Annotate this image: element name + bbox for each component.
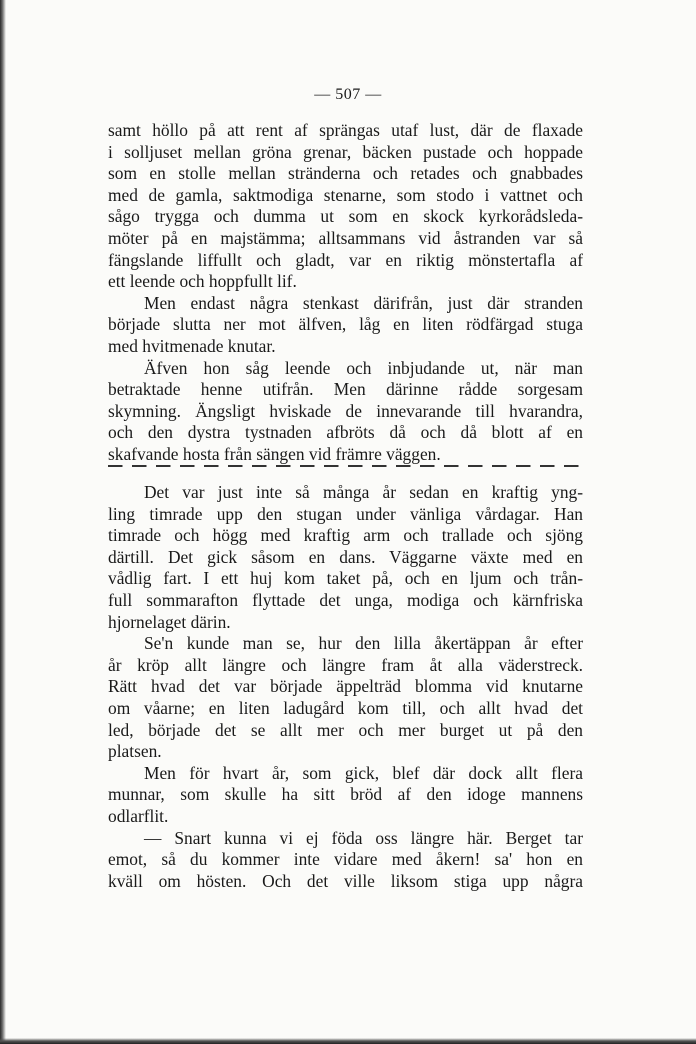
- text-line: betraktade henne utifrån. Men därinne rådde sorgesam: [108, 379, 583, 400]
- text-line: fängslande liffullt och gladt, var en riktig mönstertafla af: [108, 249, 583, 270]
- text-line: full sommarafton flyttade det unga, modiga och kärnfriska: [108, 589, 583, 610]
- text-line: vådlig fart. I ett huj kom taket på, och en ljum och trån-: [108, 568, 583, 589]
- text-line: samt höllo på att rent af sprängas utaf lust, där de flaxade: [108, 120, 583, 140]
- text-line: därtill. Det gick såsom en dans. Väggarne växte med en: [108, 546, 583, 567]
- text-line: sågo trygga och dumma ut som en skock kyrkorådsleda-: [108, 206, 583, 227]
- text-line: år kröp allt längre och längre fram åt alla väderstreck.: [108, 654, 583, 675]
- text-line: platsen.: [108, 741, 162, 762]
- text-line: om våarne; en liten ladugård kom till, och allt hvad det: [108, 697, 583, 718]
- text-line: Rätt hvad det var började äppelträd blomma vid knutarne: [108, 676, 583, 697]
- text-line: skafvande hosta från sängen vid främre väggen.: [108, 443, 441, 464]
- text-line: och den dystra tystnaden afbröts då och då blott af en: [108, 422, 583, 443]
- text-line: började slutta ner mot älfven, låg en liten rödfärgad stuga: [108, 314, 583, 335]
- text-line: emot, så du kommer inte vidare med åkern! sa' hon en: [108, 849, 583, 870]
- text-line: odlarflit.: [108, 805, 169, 826]
- text-line: Men endast några stenkast därifrån, just där stranden: [144, 292, 583, 313]
- page-number: — 507 —: [314, 86, 382, 103]
- text-line: i solljuset mellan gröna grenar, bäcken pustade och hoppade: [108, 141, 583, 162]
- text-line: Det var just inte så många år sedan en kraftig yng-: [144, 482, 583, 502]
- text-line: hjornelaget därin.: [108, 611, 231, 632]
- text-line: Se'n kunde man se, hur den lilla åkertäppan år efter: [144, 633, 583, 654]
- text-line: möter på en majstämma; alltsammans vid åstranden var så: [108, 227, 583, 248]
- text-line: Äfven hon såg leende och inbjudande ut, när man: [144, 357, 583, 378]
- text-line: som en stolle mellan stränderna och retades och gnabbades: [108, 163, 583, 184]
- page-edge-shadow-left: [0, 0, 6, 1044]
- text-line: skymning. Ängsligt hviskade de innevarande till hvarandra,: [108, 400, 583, 421]
- text-line: med hvitmenade knutar.: [108, 335, 276, 356]
- text-line: munnar, som skulle ha sitt bröd af den idoge mannens: [108, 784, 583, 805]
- text-line: ett leende och hoppfullt lif.: [108, 271, 297, 292]
- page-edge-shadow-bottom: [0, 1038, 696, 1044]
- text-line: med de gamla, saktmodiga stenarne, som stodo i vattnet och: [108, 184, 583, 205]
- text-section-2: [108, 482, 583, 892]
- text-line: timrade och högg med kraftig arm och trallade och sjöng: [108, 525, 583, 546]
- section-divider: [108, 465, 583, 467]
- text-line: — Snart kunna vi ej föda oss längre här. Berget tar: [144, 827, 583, 848]
- text-line: Men för hvart år, som gick, blef där dock allt flera: [144, 762, 583, 783]
- text-section-1: [108, 120, 583, 466]
- text-line: ling timrade upp den stugan under vänliga vårdagar. Han: [108, 503, 583, 524]
- text-line: led, började det se allt mer och mer burget ut på den: [108, 719, 583, 740]
- text-line: kväll om hösten. Och det ville liksom stiga upp några: [108, 870, 583, 891]
